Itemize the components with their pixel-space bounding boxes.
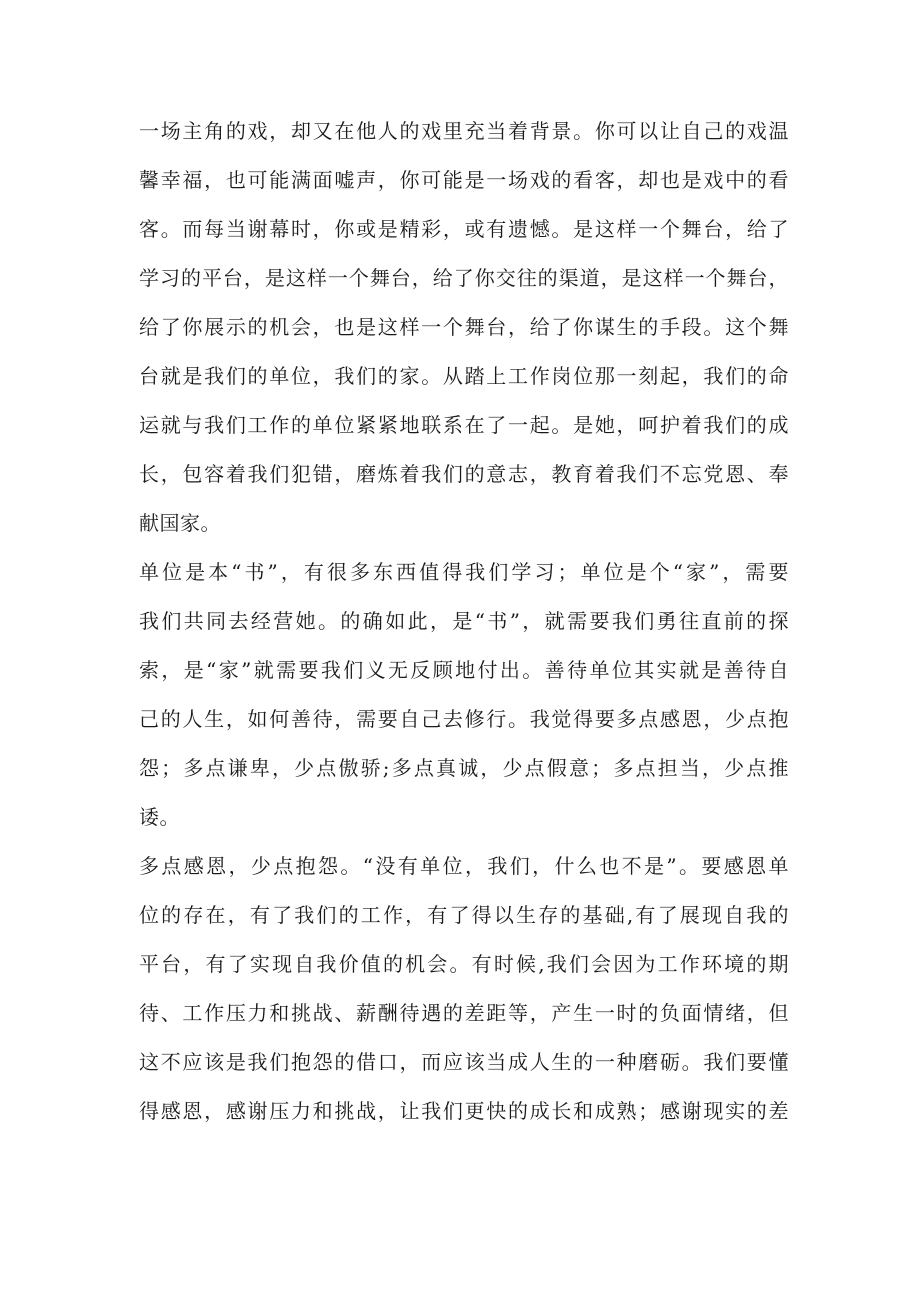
text-line: 我们共同去经营她。的确如此，是“书”，就需要我们勇往直前的探: [139, 609, 789, 633]
text-line: 客。而每当谢幕时，你或是精彩，或有遗憾。是这样一个舞台，给了: [139, 217, 789, 241]
text-line: 长，包容着我们犯错，磨炼着我们的意志，教育着我们不忘党恩、奉: [139, 462, 789, 486]
text-line: 给了你展示的机会，也是这样一个舞台，给了你谋生的手段。这个舞: [139, 315, 789, 339]
text-line: 己的人生，如何善待，需要自己去修行。我觉得要多点感恩，少点抱: [139, 707, 789, 731]
text-line: 这不应该是我们抱怨的借口，而应该当成人生的一种磨砺。我们要懂: [139, 1050, 789, 1074]
text-line: 运就与我们工作的单位紧紧地联系在了一起。是她，呵护着我们的成: [139, 413, 789, 437]
text-line: 献国家。: [139, 511, 221, 535]
text-line: 学习的平台，是这样一个舞台，给了你交往的渠道，是这样一个舞台，: [139, 266, 789, 290]
text-line: 一场主角的戏，却又在他人的戏里充当着背景。你可以让自己的戏温: [139, 119, 789, 143]
text-line: 诿。: [139, 805, 180, 829]
text-line: 台就是我们的单位，我们的家。从踏上工作岗位那一刻起，我们的命: [139, 364, 789, 388]
paragraph-stage-metaphor: [139, 107, 789, 548]
paragraph-gratitude: [139, 842, 789, 1136]
paragraph-book-and-home: [139, 548, 789, 842]
text-line: 怨；多点谦卑，少点傲骄;多点真诚，少点假意；多点担当，少点推: [139, 756, 789, 780]
text-line: 单位是本“书”，有很多东西值得我们学习；单位是个“家”，需要: [139, 560, 789, 584]
text-line: 索，是“家”就需要我们义无反顾地付出。善待单位其实就是善待自: [139, 658, 789, 682]
text-line: 得感恩，感谢压力和挑战，让我们更快的成长和成熟；感谢现实的差: [139, 1099, 789, 1123]
text-line: 待、工作压力和挑战、薪酬待遇的差距等，产生一时的负面情绪，但: [139, 1001, 789, 1025]
text-line: 平台，有了实现自我价值的机会。有时候,我们会因为工作环境的期: [139, 952, 789, 976]
text-line: 多点感恩，少点抱怨。“没有单位，我们，什么也不是”。要感恩单: [139, 854, 789, 878]
text-line: 位的存在，有了我们的工作，有了得以生存的基础,有了展现自我的: [139, 903, 789, 927]
text-line: 馨幸福，也可能满面嘘声，你可能是一场戏的看客，却也是戏中的看: [139, 168, 789, 192]
